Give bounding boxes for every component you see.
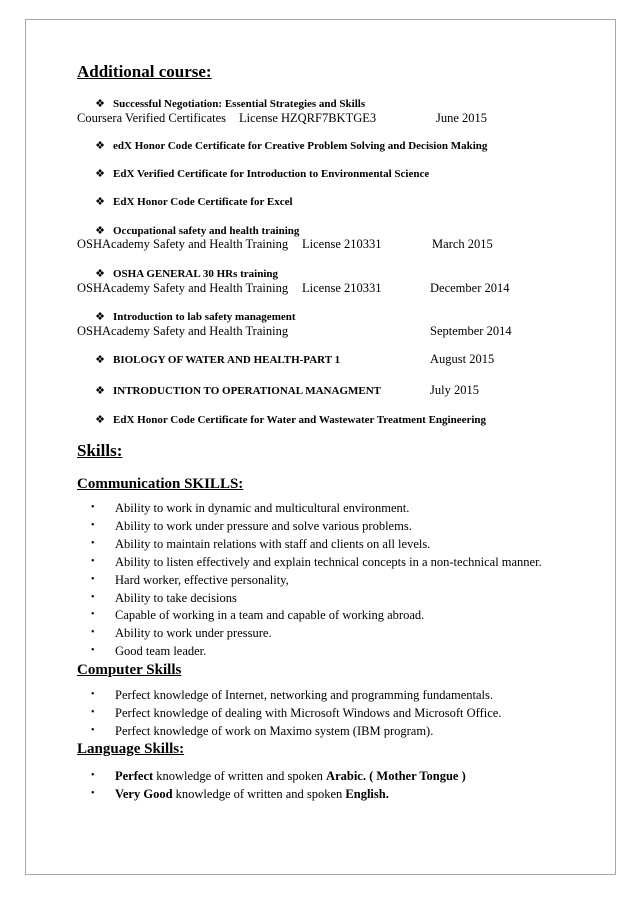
proficiency-level: Very Good	[115, 787, 173, 801]
course-date: August 2015	[430, 352, 495, 366]
communication-skill-item: Hard worker, effective personality,	[115, 573, 289, 587]
course-title: EdX Verified Certificate for Introduction to Environmental Science	[113, 168, 430, 180]
course-provider: OSHAcademy Safety and Health Training	[77, 237, 289, 251]
bullet-icon: •	[91, 645, 95, 656]
diamond-bullet-icon: ❖	[95, 98, 105, 110]
communication-skill-item: Ability to maintain relations with staff and clients on all levels.	[115, 537, 431, 551]
bullet-icon: •	[91, 770, 95, 781]
diamond-bullet-icon: ❖	[95, 354, 105, 366]
course-provider: Coursera Verified Certificates	[77, 111, 227, 125]
diamond-bullet-icon: ❖	[95, 168, 105, 180]
course-title: EdX Honor Code Certificate for Excel	[113, 196, 293, 208]
proficiency-level: Perfect	[115, 769, 154, 783]
diamond-bullet-icon: ❖	[95, 140, 105, 152]
language-text: knowledge of written and spoken	[153, 769, 327, 783]
bullet-icon: •	[91, 707, 95, 718]
diamond-bullet-icon: ❖	[95, 414, 105, 426]
course-license: License HZQRF7BKTGE3	[239, 111, 377, 125]
communication-skill-item: Ability to take decisions	[115, 591, 237, 605]
bullet-icon: •	[91, 627, 95, 638]
diamond-bullet-icon: ❖	[95, 225, 105, 237]
bullet-icon: •	[91, 502, 95, 513]
course-provider: OSHAcademy Safety and Health Training	[77, 324, 289, 338]
computer-skill-item: Perfect knowledge of dealing with Microsoft Windows and Microsoft Office.	[115, 706, 502, 720]
course-title: BIOLOGY OF WATER AND HEALTH-PART 1	[113, 354, 341, 366]
diamond-bullet-icon: ❖	[95, 196, 105, 208]
bullet-icon: •	[91, 592, 95, 603]
course-date: December 2014	[430, 281, 510, 295]
bullet-icon: •	[91, 556, 95, 567]
course-title: Introduction to lab safety management	[113, 311, 296, 323]
communication-skill-item: Ability to work under pressure.	[115, 626, 272, 640]
course-title: edX Honor Code Certificate for Creative Problem Solving and Decision Making	[113, 140, 488, 152]
communication-skill-item: Ability to listen effectively and explain technical concepts in a non-technical manner.	[115, 555, 542, 569]
language-note: ( Mother Tongue )	[365, 769, 466, 783]
bullet-icon: •	[91, 574, 95, 585]
course-title: Successful Negotiation: Essential Strategies and Skills	[113, 98, 366, 110]
course-date: September 2014	[430, 324, 512, 338]
language-text: knowledge of written and spoken	[172, 787, 346, 801]
communication-skill-item: Ability to work under pressure and solve various problems.	[115, 519, 412, 533]
communication-skill-item: Capable of working in a team and capable of working abroad.	[115, 608, 425, 622]
course-provider: OSHAcademy Safety and Health Training	[77, 281, 289, 295]
course-date: March 2015	[432, 237, 493, 251]
language-name: English.	[345, 787, 389, 801]
course-title: OSHA GENERAL 30 HRs training	[113, 268, 279, 280]
computer-skills-heading: Computer Skills	[77, 662, 182, 678]
diamond-bullet-icon: ❖	[95, 268, 105, 280]
communication-skill-item: Good team leader.	[115, 644, 207, 658]
course-title: EdX Honor Code Certificate for Water and Wastewater Treatment Engineering	[113, 414, 487, 426]
skills-heading: Skills:	[77, 441, 123, 460]
diamond-bullet-icon: ❖	[95, 385, 105, 397]
course-title: Occupational safety and health training	[113, 225, 300, 237]
course-date: July 2015	[430, 383, 479, 397]
language-skill-item	[115, 769, 466, 784]
bullet-icon: •	[91, 788, 95, 799]
diamond-bullet-icon: ❖	[95, 311, 105, 323]
bullet-icon: •	[91, 520, 95, 531]
computer-skill-item: Perfect knowledge of Internet, networking and programming fundamentals.	[115, 688, 494, 702]
course-date: June 2015	[436, 111, 488, 125]
bullet-icon: •	[91, 725, 95, 736]
language-skill-item	[115, 787, 389, 802]
language-name: Arabic.	[326, 769, 366, 783]
bullet-icon: •	[91, 689, 95, 700]
communication-skills-heading: Communication SKILLS:	[77, 476, 244, 492]
bullet-icon: •	[91, 609, 95, 620]
course-license: License 210331	[302, 281, 382, 295]
bullet-icon: •	[91, 538, 95, 549]
computer-skill-item: Perfect knowledge of work on Maximo system (IBM program).	[115, 724, 434, 738]
course-license: License 210331	[302, 237, 382, 251]
additional-course-heading: Additional course:	[77, 62, 212, 81]
communication-skill-item: Ability to work in dynamic and multicultural environment.	[115, 501, 410, 515]
language-skills-heading: Language Skills:	[77, 741, 185, 757]
course-title: INTRODUCTION TO OPERATIONAL MANAGMENT	[113, 385, 382, 397]
